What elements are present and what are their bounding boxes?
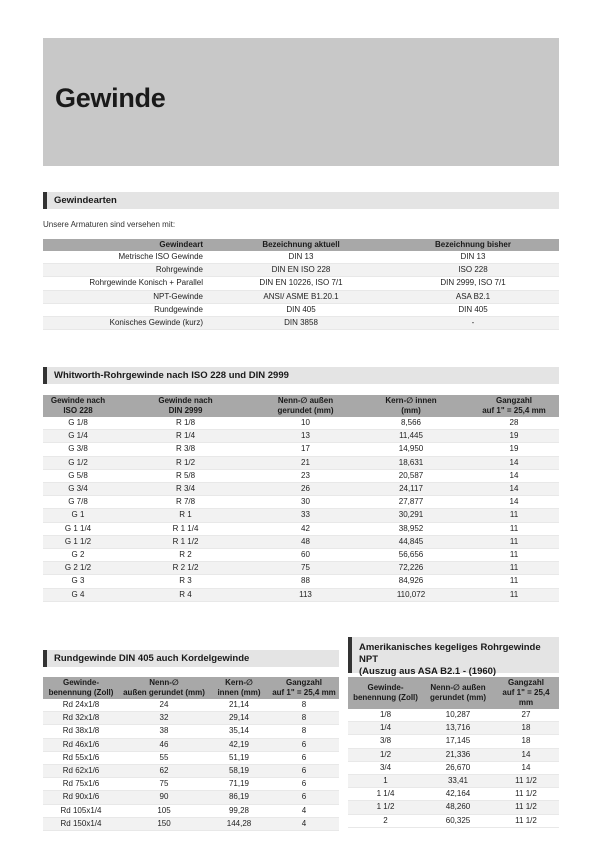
table-cell: 10 — [258, 417, 353, 430]
table-row — [43, 575, 559, 588]
table-cell: 58,19 — [209, 765, 269, 778]
table-cell: 17,145 — [423, 735, 493, 748]
header-line: Gangzahl — [507, 678, 544, 687]
table-row — [43, 496, 559, 509]
table-cell: 48 — [258, 535, 353, 548]
table-cell: 11 1/2 — [493, 801, 559, 814]
table-cell: G 1 — [43, 509, 113, 522]
table-cell: 144,28 — [209, 817, 269, 830]
table-cell: G 2 1/2 — [43, 562, 113, 575]
table-cell: DIN 405 — [215, 303, 387, 316]
header-cell — [119, 677, 209, 699]
table-row — [43, 699, 339, 712]
table-cell: 113 — [258, 588, 353, 601]
table-cell: 35,14 — [209, 725, 269, 738]
table-cell: 46 — [119, 738, 209, 751]
table-cell: Rd 38x1/8 — [43, 725, 119, 738]
header-line: auf 1" = 25,4 mm — [502, 688, 550, 707]
table-cell: G 3/8 — [43, 443, 113, 456]
table-cell: 13,716 — [423, 722, 493, 735]
table-cell: DIN 3858 — [215, 317, 387, 330]
table-cell: Rohrgewinde Konisch + Parallel — [43, 277, 215, 290]
table-cell: 11 — [469, 549, 559, 562]
table-row — [43, 317, 559, 330]
table-cell: DIN EN 10226, ISO 7/1 — [215, 277, 387, 290]
table-row — [348, 801, 559, 814]
table-cell: 8 — [269, 725, 339, 738]
table-cell: Rd 90x1/6 — [43, 791, 119, 804]
table-cell: 8 — [269, 699, 339, 712]
table-cell: G 1/8 — [43, 417, 113, 430]
table-cell: Rd 55x1/6 — [43, 751, 119, 764]
table-cell: Rohrgewinde — [43, 264, 215, 277]
table-row — [43, 562, 559, 575]
section-header-npt — [348, 637, 559, 677]
header-line: innen (mm) — [217, 688, 261, 697]
table-row — [43, 509, 559, 522]
table-cell: 150 — [119, 817, 209, 830]
table-cell: ISO 228 — [387, 264, 559, 277]
table-row — [43, 778, 339, 791]
table-cell: R 5/8 — [113, 469, 258, 482]
table-cell: G 5/8 — [43, 469, 113, 482]
whitworth-table — [43, 395, 559, 602]
table-row — [43, 549, 559, 562]
header-cell — [43, 395, 113, 417]
table-row — [43, 277, 559, 290]
table-cell: Rundgewinde — [43, 303, 215, 316]
table-cell: 33 — [258, 509, 353, 522]
npt-title-line1: Amerikanisches kegeliges Rohrgewinde NPT — [359, 642, 541, 665]
table-row — [43, 804, 339, 817]
table-row — [43, 303, 559, 316]
header-line: Gewinde- — [62, 678, 99, 687]
table-cell: G 7/8 — [43, 496, 113, 509]
table-cell: DIN 13 — [387, 251, 559, 264]
table-cell: 11 — [469, 509, 559, 522]
table-cell: 1/4 — [348, 722, 423, 735]
table-cell: ANSI/ ASME B1.20.1 — [215, 290, 387, 303]
table-cell: 1 — [348, 775, 423, 788]
table-row — [43, 251, 559, 264]
table-cell: 75 — [119, 778, 209, 791]
table-cell: 99,28 — [209, 804, 269, 817]
table-row — [348, 761, 559, 774]
header-cell — [469, 395, 559, 417]
section-header-whitworth: Whitworth-Rohrgewinde nach ISO 228 und DIN 2999 — [43, 367, 559, 384]
table-cell: R 1 1/2 — [113, 535, 258, 548]
table-cell: 30 — [258, 496, 353, 509]
table-cell: Rd 24x1/8 — [43, 699, 119, 712]
table-cell: R 7/8 — [113, 496, 258, 509]
table-cell: 13 — [258, 430, 353, 443]
table-cell: G 2 — [43, 549, 113, 562]
table-row — [43, 522, 559, 535]
table-row — [43, 751, 339, 764]
table-cell: Konisches Gewinde (kurz) — [43, 317, 215, 330]
table-cell: DIN 405 — [387, 303, 559, 316]
table-cell: G 1 1/4 — [43, 522, 113, 535]
table-cell: 3/4 — [348, 761, 423, 774]
header-cell — [493, 677, 559, 709]
gewindearten-table — [43, 239, 559, 330]
table-cell: 1/2 — [348, 748, 423, 761]
table-cell: 48,260 — [423, 801, 493, 814]
header-line: Gangzahl — [495, 396, 532, 405]
header-line: Nenn-∅ außen — [430, 683, 486, 692]
header-line: (mm) — [401, 406, 421, 415]
rundgewinde-table — [43, 677, 339, 831]
table-cell: 11 — [469, 588, 559, 601]
table-cell: 18,631 — [353, 456, 469, 469]
intro-text: Unsere Armaturen sind versehen mit: — [43, 220, 176, 229]
rundgewinde-header — [43, 677, 339, 699]
table-cell: R 3 — [113, 575, 258, 588]
table-cell: 14 — [493, 761, 559, 774]
header-line: Gewinde nach — [50, 396, 106, 405]
table-cell: R 1 1/4 — [113, 522, 258, 535]
npt-table — [348, 677, 559, 828]
table-cell: R 3/4 — [113, 483, 258, 496]
header-cell — [353, 395, 469, 417]
table-row — [43, 483, 559, 496]
table-row — [348, 722, 559, 735]
table-cell: 11 — [469, 562, 559, 575]
table-cell: DIN 2999, ISO 7/1 — [387, 277, 559, 290]
header-line: außen gerundet (mm) — [123, 688, 205, 697]
table-cell: 27 — [493, 709, 559, 722]
header-line: gerundet (mm) — [277, 406, 334, 415]
table-cell: 1 1/2 — [348, 801, 423, 814]
table-cell: 88 — [258, 575, 353, 588]
table-cell: 23 — [258, 469, 353, 482]
table-cell: G 1 1/2 — [43, 535, 113, 548]
table-row — [43, 725, 339, 738]
table-cell: 105 — [119, 804, 209, 817]
header-line: Gewinde nach — [158, 396, 213, 405]
table-cell: Metrische ISO Gewinde — [43, 251, 215, 264]
table-cell: 32 — [119, 712, 209, 725]
table-cell: 24,117 — [353, 483, 469, 496]
table-cell: 62 — [119, 765, 209, 778]
table-cell: 6 — [269, 765, 339, 778]
table-cell: 18 — [493, 722, 559, 735]
table-row — [43, 712, 339, 725]
table-cell: DIN 13 — [215, 251, 387, 264]
table-cell: 30,291 — [353, 509, 469, 522]
table-cell: 75 — [258, 562, 353, 575]
table-cell: 11 — [469, 522, 559, 535]
table-cell: 51,19 — [209, 751, 269, 764]
header-line: gerundet (mm) — [430, 693, 486, 702]
header-line: Nenn-∅ — [149, 678, 179, 687]
table-cell: 56,656 — [353, 549, 469, 562]
header-cell: Gewindeart — [43, 239, 215, 251]
table-cell: 10,287 — [423, 709, 493, 722]
table-cell: 90 — [119, 791, 209, 804]
table-row — [43, 456, 559, 469]
table-cell: 55 — [119, 751, 209, 764]
table-cell: 2 — [348, 814, 423, 827]
table-cell: 11 1/2 — [493, 788, 559, 801]
table-cell: R 1/8 — [113, 417, 258, 430]
table-row — [43, 765, 339, 778]
table-cell: Rd 46x1/6 — [43, 738, 119, 751]
table-cell: 17 — [258, 443, 353, 456]
header-cell — [348, 677, 423, 709]
table-cell: 14 — [469, 496, 559, 509]
table-row — [43, 469, 559, 482]
page-title: Gewinde — [55, 83, 166, 113]
table-cell: 72,226 — [353, 562, 469, 575]
header-line: ISO 228 — [63, 406, 93, 415]
table-cell: 21,336 — [423, 748, 493, 761]
header-line: Kern-∅ — [225, 678, 253, 687]
header-cell — [209, 677, 269, 699]
table-cell: 38,952 — [353, 522, 469, 535]
table-cell: 42,19 — [209, 738, 269, 751]
table-cell: G 3/4 — [43, 483, 113, 496]
table-cell: R 2 1/2 — [113, 562, 258, 575]
table-row — [43, 791, 339, 804]
table-cell: 60,325 — [423, 814, 493, 827]
table-cell: G 3 — [43, 575, 113, 588]
table-cell: 84,926 — [353, 575, 469, 588]
header-cell — [423, 677, 493, 709]
table-cell: 11 — [469, 575, 559, 588]
header-line: benennung (Zoll) — [48, 688, 114, 697]
table-cell: 19 — [469, 430, 559, 443]
table-cell: 4 — [269, 817, 339, 830]
table-cell: R 1/2 — [113, 456, 258, 469]
table-cell: R 1 — [113, 509, 258, 522]
table-cell: R 4 — [113, 588, 258, 601]
table-cell: 26 — [258, 483, 353, 496]
table-cell: G 1/2 — [43, 456, 113, 469]
table-cell: 19 — [469, 443, 559, 456]
table-cell: 11,445 — [353, 430, 469, 443]
table-cell: 38 — [119, 725, 209, 738]
table-cell: DIN EN ISO 228 — [215, 264, 387, 277]
table-cell: 3/8 — [348, 735, 423, 748]
table-cell: 1/8 — [348, 709, 423, 722]
table-cell: 11 1/2 — [493, 814, 559, 827]
table-cell: 20,587 — [353, 469, 469, 482]
table-cell: 86,19 — [209, 791, 269, 804]
table-cell: G 1/4 — [43, 430, 113, 443]
table-cell: 14 — [469, 456, 559, 469]
table-cell: R 3/8 — [113, 443, 258, 456]
table-cell: 6 — [269, 791, 339, 804]
table-cell: 21 — [258, 456, 353, 469]
table-cell: 1 1/4 — [348, 788, 423, 801]
table-cell: 11 — [469, 535, 559, 548]
table-cell: 28 — [469, 417, 559, 430]
table-cell: 8 — [269, 712, 339, 725]
table-row — [43, 738, 339, 751]
npt-title-line2: (Auszug aus ASA B2.1 - (1960) — [359, 666, 497, 677]
section-header-gewindearten: Gewindearten — [43, 192, 559, 209]
header-cell: Bezeichnung bisher — [387, 239, 559, 251]
table-cell: 44,845 — [353, 535, 469, 548]
table-cell: 6 — [269, 738, 339, 751]
table-row — [43, 417, 559, 430]
table-cell: 14 — [493, 748, 559, 761]
table-cell: 14,950 — [353, 443, 469, 456]
header-cell: Bezeichnung aktuell — [215, 239, 387, 251]
table-row — [348, 775, 559, 788]
header-line: Gewinde- — [367, 683, 404, 692]
rundgewinde-body — [43, 699, 339, 831]
table-cell: 8,566 — [353, 417, 469, 430]
table-cell: 27,877 — [353, 496, 469, 509]
table-row — [348, 814, 559, 827]
header-line: auf 1" = 25,4 mm — [482, 406, 546, 415]
gewindearten-body — [43, 251, 559, 330]
table-cell: 24 — [119, 699, 209, 712]
table-cell: R 1/4 — [113, 430, 258, 443]
whitworth-header — [43, 395, 559, 417]
whitworth-body — [43, 417, 559, 601]
header-line: benennung (Zoll) — [353, 693, 418, 702]
header-line: DIN 2999 — [168, 406, 203, 415]
table-row — [43, 290, 559, 303]
table-cell: Rd 150x1/4 — [43, 817, 119, 830]
header-line: auf 1" = 25,4 mm — [272, 688, 336, 697]
title-banner — [43, 38, 559, 166]
table-cell: ASA B2.1 — [387, 290, 559, 303]
table-row — [43, 443, 559, 456]
table-row — [43, 588, 559, 601]
table-cell: 18 — [493, 735, 559, 748]
table-row — [43, 430, 559, 443]
header-cell — [258, 395, 353, 417]
table-cell: NPT-Gewinde — [43, 290, 215, 303]
header-line: Gangzahl — [285, 678, 322, 687]
table-cell: 6 — [269, 778, 339, 791]
table-cell: Rd 105x1/4 — [43, 804, 119, 817]
table-cell: R 2 — [113, 549, 258, 562]
table-cell: 71,19 — [209, 778, 269, 791]
table-cell: 11 1/2 — [493, 775, 559, 788]
table-row — [348, 788, 559, 801]
table-row — [43, 817, 339, 830]
header-line: Kern-∅ innen — [385, 396, 437, 405]
table-cell: Rd 32x1/8 — [43, 712, 119, 725]
npt-header — [348, 677, 559, 709]
table-cell: 110,072 — [353, 588, 469, 601]
header-cell — [113, 395, 258, 417]
table-cell: 60 — [258, 549, 353, 562]
header-cell — [43, 677, 119, 699]
table-row — [348, 735, 559, 748]
table-row — [43, 264, 559, 277]
table-cell: G 4 — [43, 588, 113, 601]
table-cell: Rd 62x1/6 — [43, 765, 119, 778]
table-cell: 26,670 — [423, 761, 493, 774]
table-cell: 42 — [258, 522, 353, 535]
npt-body — [348, 709, 559, 827]
table-row — [43, 535, 559, 548]
table-cell: 6 — [269, 751, 339, 764]
table-cell: - — [387, 317, 559, 330]
table-row — [348, 709, 559, 722]
table-cell: Rd 75x1/6 — [43, 778, 119, 791]
table-cell: 42,164 — [423, 788, 493, 801]
header-line: Nenn-∅ außen — [277, 396, 334, 405]
table-cell: 29,14 — [209, 712, 269, 725]
table-cell: 21,14 — [209, 699, 269, 712]
header-cell — [269, 677, 339, 699]
table-cell: 14 — [469, 483, 559, 496]
table-row — [348, 748, 559, 761]
table-cell: 14 — [469, 469, 559, 482]
section-header-rundgewinde: Rundgewinde DIN 405 auch Kordelgewinde — [43, 650, 339, 667]
table-cell: 4 — [269, 804, 339, 817]
table-cell: 33,41 — [423, 775, 493, 788]
